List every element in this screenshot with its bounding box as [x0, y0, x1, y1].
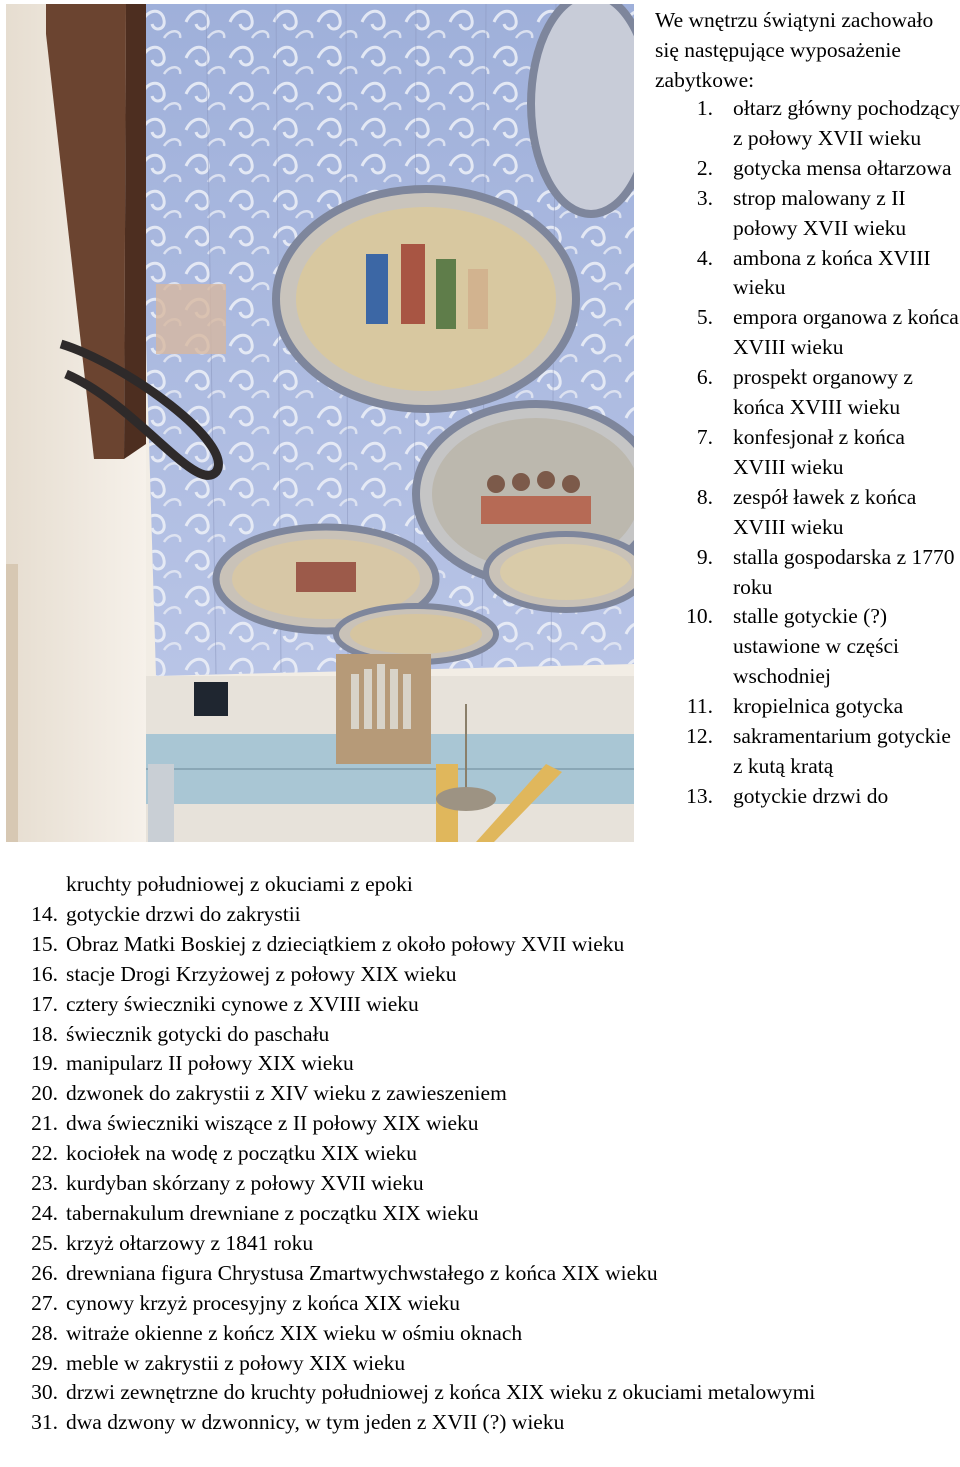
item-number: 6. — [696, 365, 713, 390]
list-item — [655, 423, 960, 483]
item-number: 12. — [686, 724, 713, 749]
list-item — [655, 483, 960, 543]
spotlight-lamp — [194, 682, 228, 716]
item-number: 3. — [696, 185, 713, 210]
list-item — [0, 1079, 960, 1109]
heritage-list-bottom — [0, 870, 960, 1438]
item-number: 17. — [31, 991, 58, 1016]
list-item — [0, 1199, 960, 1229]
item-text: kociołek na wodę z początku XIX wieku — [66, 1141, 418, 1166]
item-number: 22. — [31, 1141, 58, 1166]
list-item — [0, 1289, 960, 1319]
item-number: 1. — [696, 96, 713, 120]
list-item — [0, 1378, 846, 1408]
item-number: 16. — [31, 961, 58, 986]
item-text: cztery świeczniki cynowe z XVIII wieku — [66, 991, 419, 1016]
item-text: prospekt organowy z końca XVIII wieku — [733, 365, 913, 420]
list-item — [0, 1408, 960, 1438]
item-text: krzyż ołtarzowy z 1841 roku — [66, 1230, 314, 1255]
list-item — [0, 1319, 960, 1349]
item-text: kropielnica gotycka — [733, 694, 904, 719]
list-item — [655, 303, 960, 363]
item-text: cynowy krzyż procesyjny z końca XIX wieku — [66, 1290, 461, 1315]
item-text: ołtarz główny pochodzący z połowy XVII wieku — [733, 96, 960, 150]
item-text: drzwi zewnętrzne do kruchty południowej z końca XIX wieku z okuciami metalowymi — [66, 1380, 816, 1405]
item-text: ambona z końca XVIII wieku — [733, 245, 931, 300]
item-number: 23. — [31, 1171, 58, 1196]
item-number: 11. — [686, 694, 713, 719]
item-number: 24. — [31, 1200, 58, 1225]
item-text: Obraz Matki Boskiej z dzieciątkiem z około połowy XVII wieku — [66, 931, 625, 956]
item-text: dzwonek do zakrystii z XIV wieku z zawieszeniem — [66, 1081, 507, 1106]
list-item — [655, 244, 960, 304]
list-item — [0, 900, 960, 930]
item-text: meble w zakrystii z połowy XIX wieku — [66, 1350, 406, 1375]
ceiling-medallion-4 — [486, 534, 634, 610]
ceiling-medallion-5 — [336, 606, 496, 662]
item-text: konfesjonał z końca XVIII wieku — [733, 424, 905, 479]
item-text: zespół ławek z końca XVIII wieku — [733, 484, 917, 539]
ceiling-medallion-1 — [276, 189, 576, 409]
list-item — [655, 94, 960, 154]
item-number: 4. — [696, 245, 713, 270]
item-text: strop malowany z II połowy XVII wieku — [733, 185, 907, 240]
list-item — [0, 1049, 960, 1079]
ceiling-medallion-6 — [531, 4, 634, 214]
list-item — [0, 1229, 960, 1259]
item-number: 5. — [696, 305, 713, 330]
list-item — [0, 990, 960, 1020]
item-text: stalla gospodarska z 1770 roku — [733, 544, 955, 599]
heritage-list-right — [655, 94, 960, 812]
item-number: 26. — [31, 1260, 58, 1285]
list-item — [655, 722, 960, 782]
item-number: 13. — [686, 783, 713, 808]
list-item — [0, 1139, 960, 1169]
list-item — [655, 363, 960, 423]
item-text: drewniana figura Chrystusa Zmartwychwstałego z końca XIX wieku — [66, 1260, 658, 1285]
list-item — [0, 1109, 960, 1139]
list-item — [655, 692, 960, 722]
item-text: gotyckie drzwi do zakrystii — [66, 901, 301, 926]
item-number: 31. — [31, 1410, 58, 1435]
item-number: 7. — [696, 424, 713, 449]
list-item — [655, 782, 960, 812]
item-text: świecznik gotycki do paschału — [66, 1021, 330, 1046]
item-text: gotycka mensa ołtarzowa — [733, 155, 952, 180]
intro-paragraph: We wnętrzu świątyni zachowało się następujące wyposażenie zabytkowe: — [655, 8, 934, 92]
item-number: 21. — [31, 1111, 58, 1136]
item-number: 2. — [696, 155, 713, 180]
item-number: 15. — [31, 931, 58, 956]
item-text: dwa świeczniki wiszące z II połowy XIX wieku — [66, 1111, 479, 1136]
church-ceiling-photo — [6, 4, 634, 842]
list-item — [0, 1349, 960, 1379]
item-text: witraże okienne z kończ XIX wieku w ośmiu oknach — [66, 1320, 523, 1345]
item-number: 10. — [686, 604, 713, 629]
item-number: 19. — [31, 1051, 58, 1076]
list-item — [655, 184, 960, 244]
item-number: 20. — [31, 1081, 58, 1106]
list-item — [655, 543, 960, 603]
list-item — [0, 960, 960, 990]
church-ceiling-illustration — [6, 4, 634, 842]
item-number: 30. — [31, 1380, 58, 1405]
item-13-continuation: kruchty południowej z okuciami z epoki — [66, 872, 413, 896]
item-number: 9. — [696, 544, 713, 569]
item-number: 14. — [31, 901, 58, 926]
list-item — [0, 1020, 960, 1050]
list-item — [0, 1259, 960, 1289]
item-number: 28. — [31, 1320, 58, 1345]
list-item — [655, 154, 960, 184]
item-number: 29. — [31, 1350, 58, 1375]
item-number: 27. — [31, 1290, 58, 1315]
item-number: 8. — [696, 484, 713, 509]
item-number: 25. — [31, 1230, 58, 1255]
organ-prospect — [336, 654, 431, 764]
item-text: sakramentarium gotyckie z kutą kratą — [733, 724, 951, 778]
list-item — [655, 602, 960, 692]
item-text: stacje Drogi Krzyżowej z połowy XIX wieku — [66, 961, 457, 986]
item-text: empora organowa z końca XVIII wieku — [733, 305, 959, 360]
item-number: 18. — [31, 1021, 58, 1046]
item-text: manipularz II połowy XIX wieku — [66, 1051, 354, 1076]
item-text: dwa dzwony w dzwonnicy, w tym jeden z XVII (?) wieku — [66, 1410, 565, 1435]
list-item — [0, 1169, 960, 1199]
item-text: gotyckie drzwi do — [733, 783, 889, 808]
item-text: kurdyban skórzany z połowy XVII wieku — [66, 1171, 424, 1196]
item-text: tabernakulum drewniane z początku XIX wieku — [66, 1200, 479, 1225]
list-item — [0, 930, 960, 960]
item-text: stalle gotyckie (?) ustawione w części wschodniej — [733, 604, 899, 689]
